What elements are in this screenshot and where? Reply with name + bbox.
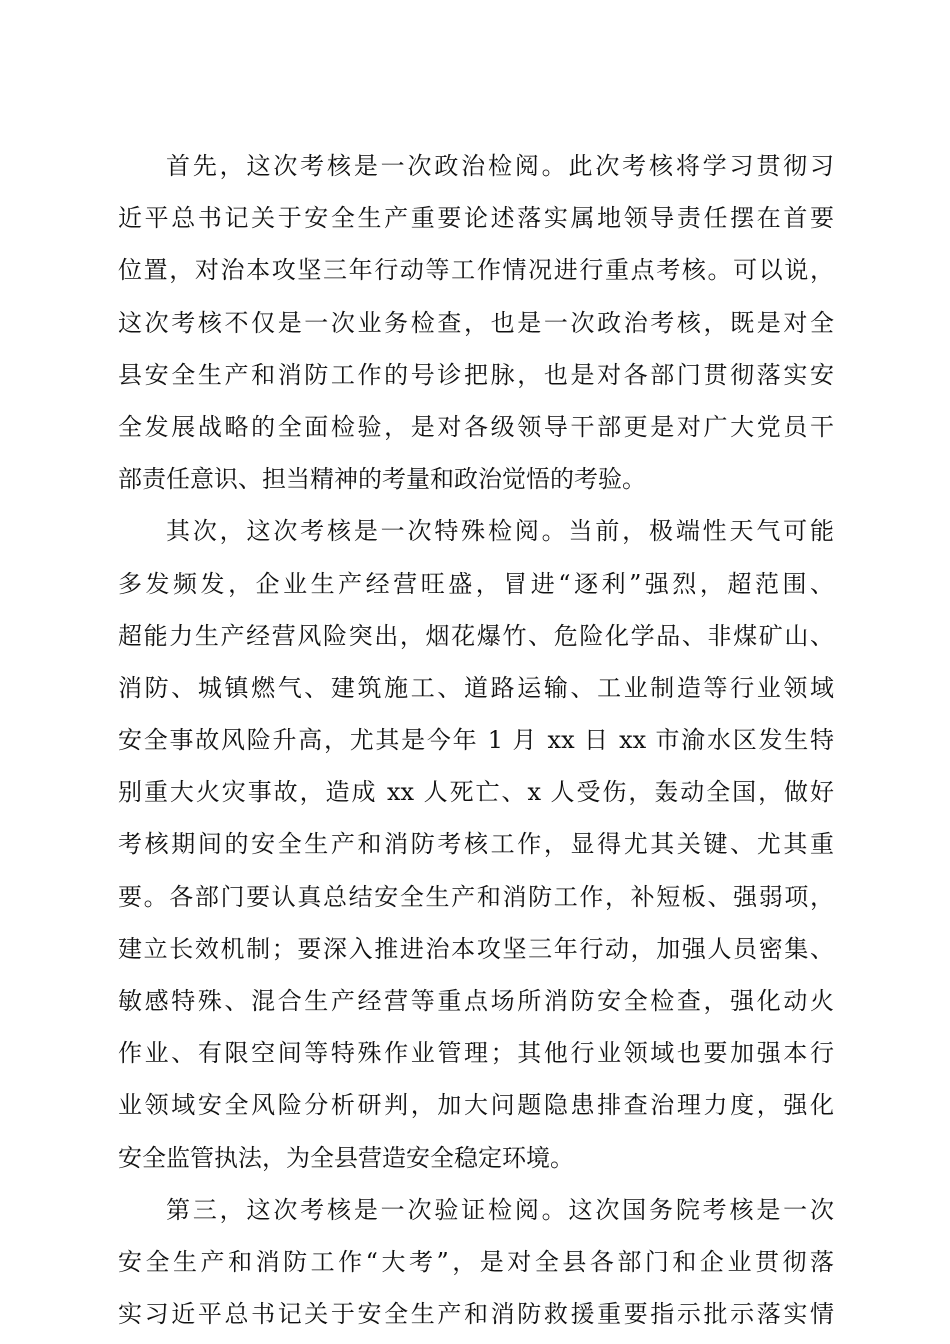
text-line: 第三，这次考核是一次验证检阅。这次国务院考核是一次 [166,1195,834,1224]
text-line: 其次，这次考核是一次特殊检阅。当前，极端性天气可能 [166,517,834,546]
text-line: 首先，这次考核是一次政治检阅。此次考核将学习贯彻习 [166,152,834,180]
text-line: 近平总书记关于安全生产重要论述落实属地领导责任摆在首要 [118,204,834,233]
paragraph-verification-review [118,1184,834,1341]
text-line: 部责任意识、担当精神的考量和政治觉悟的考验。 [118,465,646,494]
text-line: 县安全生产和消防工作的号诊把脉，也是对各部门贯彻落实安 [118,360,834,389]
text-line: 这次考核不仅是一次业务检查，也是一次政治考核，既是对全 [118,308,834,337]
text-line: 敏感特殊、混合生产经营等重点场所消防安全检查，强化动火 [118,987,834,1015]
text-line: 作业、有限空间等特殊作业管理；其他行业领域也要加强本行 [118,1039,834,1068]
text-line: 安全事故风险升高，尤其是今年 1 月 xx 日 xx 市渝水区发生特 [118,726,834,755]
text-line: 实习近平总书记关于安全生产和消防救援重要指示批示落实情 [118,1300,834,1329]
text-line: 安全生产和消防工作“大考”，是对全县各部门和企业贯彻落 [118,1247,834,1276]
paragraph-political-review [118,140,834,505]
text-line: 业领域安全风险分析研判，加大问题隐患排查治理力度，强化 [118,1091,834,1120]
paragraph-special-review [118,505,834,1183]
document-body [118,140,834,1340]
text-line: 考核期间的安全生产和消防考核工作，显得尤其关键、尤其重 [118,830,834,859]
text-line: 位置，对治本攻坚三年行动等工作情况进行重点考核。可以说， [118,256,834,285]
text-line: 多发频发，企业生产经营旺盛，冒进“逐利”强烈，超范围、 [118,569,834,598]
text-line: 全发展战略的全面检验，是对各级领导干部更是对广大党员干 [118,412,834,441]
text-line: 建立长效机制；要深入推进治本攻坚三年行动，加强人员密集、 [118,934,834,963]
text-line: 安全监管执法，为全县营造安全稳定环境。 [118,1143,574,1172]
text-line: 超能力生产经营风险突出，烟花爆竹、危险化学品、非煤矿山、 [118,621,834,650]
text-line: 别重大火灾事故，造成 xx 人死亡、x 人受伤，轰动全国，做好 [118,778,834,807]
text-line: 消防、城镇燃气、建筑施工、道路运输、工业制造等行业领域 [118,673,834,702]
text-line: 要。各部门要认真总结安全生产和消防工作，补短板、强弱项， [118,882,834,911]
